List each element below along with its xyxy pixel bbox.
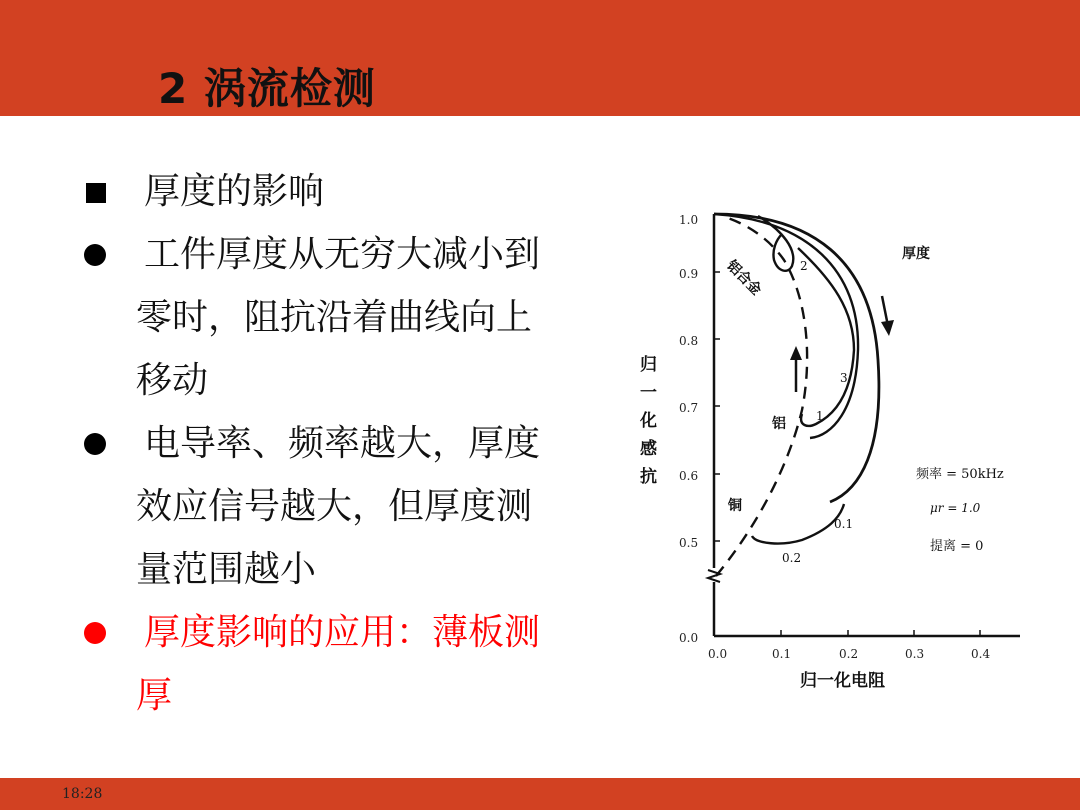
svg-text:感: 感	[640, 439, 657, 459]
bullet-item	[84, 160, 624, 223]
x-tick-label: 0.2	[839, 647, 859, 661]
y-tick-label: 1.0	[679, 213, 699, 227]
slide-time: 18:28	[62, 786, 103, 802]
curve-3	[714, 214, 858, 438]
dot-bullet-icon	[84, 412, 124, 475]
y-axis-label	[639, 354, 657, 487]
up-arrow-icon	[790, 346, 802, 392]
bullet-line: 量范围越小	[136, 549, 317, 590]
curve-number: 3	[840, 371, 848, 385]
x-tick-label: 0.3	[905, 647, 925, 661]
curve-number: 0.1	[834, 517, 854, 531]
svg-text:抗: 抗	[640, 467, 657, 487]
bullet-line: 移动	[136, 360, 209, 401]
y-tick-label: 0.6	[679, 469, 699, 483]
x-tick-label: 0.4	[971, 647, 991, 661]
svg-text:归: 归	[640, 355, 657, 375]
square-bullet-icon	[84, 160, 124, 223]
svg-text:化: 化	[640, 411, 657, 431]
aluminum-label: 铝	[772, 416, 786, 432]
y-tick-label: 0.9	[679, 267, 699, 281]
x-ticks	[708, 630, 990, 661]
footer-band	[0, 778, 1080, 810]
bullet-line: 厚度影响的应用：薄板测	[144, 612, 541, 653]
impedance-diagram-svg	[632, 200, 1032, 700]
curve-number: 1	[816, 409, 824, 423]
bullet-line: 厚	[136, 675, 173, 716]
alloy-label: 铝合金	[723, 257, 765, 299]
curve-number: 2	[800, 259, 808, 273]
dot-bullet-icon	[84, 601, 124, 664]
y-tick-label: 0.5	[679, 536, 699, 550]
bullet-list	[84, 160, 624, 727]
bullet-item-highlight	[84, 601, 624, 727]
bullet-line: 厚度的影响	[144, 171, 325, 212]
down-arrow-icon	[881, 296, 894, 336]
liftoff-label: 提离 = 0	[930, 539, 984, 554]
copper-label: 铜	[728, 498, 742, 514]
y-tick-label: 0.7	[679, 401, 699, 415]
impedance-diagram	[632, 200, 1032, 700]
slide-title: 2 涡流检测	[158, 64, 376, 113]
x-axis-label: 归一化电阻	[800, 671, 885, 691]
bullet-item	[84, 412, 624, 601]
copper-curve	[752, 504, 844, 543]
svg-text:一: 一	[640, 383, 657, 403]
permeability-label: μr = 1.0	[930, 501, 981, 515]
bullet-item	[84, 223, 624, 412]
bullet-line: 电导率、频率越大，厚度	[144, 423, 541, 464]
curve-number: 0.2	[782, 551, 802, 565]
y-tick-label: 0.8	[679, 334, 699, 348]
bullet-line: 零时，阻抗沿着曲线向上	[136, 297, 533, 338]
thickness-label: 厚度	[902, 246, 930, 262]
x-tick-label: 0.0	[708, 647, 728, 661]
bullet-line: 工件厚度从无穷大减小到	[144, 234, 541, 275]
y-tick-label: 0.0	[679, 631, 699, 645]
frequency-label: 频率 = 50kHz	[916, 467, 1004, 482]
bullet-line: 效应信号越大，但厚度测	[136, 486, 533, 527]
dot-bullet-icon	[84, 223, 124, 286]
x-tick-label: 0.1	[772, 647, 792, 661]
